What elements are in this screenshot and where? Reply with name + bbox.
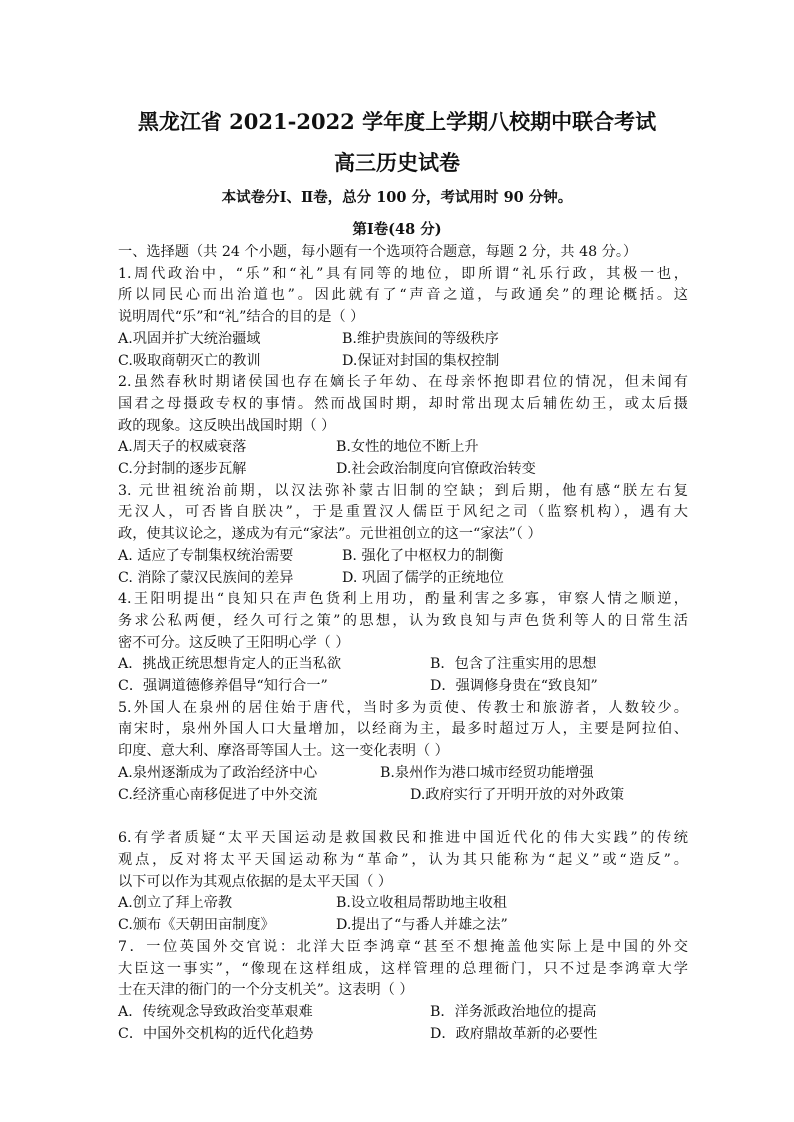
option-b: B．包含了注重实用的思想 (430, 656, 597, 673)
option-d: D．强调修身贵在“致良知” (430, 678, 598, 695)
option-a: A．传统观念导致政治变革艰难 (118, 1003, 313, 1020)
option-b: B.泉州作为港口城市经贸功能增强 (380, 764, 594, 781)
question-text-line: 士在天津的衙门的一个分支机关”。这表明（ ） (118, 982, 414, 999)
option-a: A. 适应了专制集权统治需要 (118, 547, 294, 564)
question-text-line: 5.外国人在泉州的居住始于唐代，当时多为贡使、传教士和旅游者，人数较少。 (118, 699, 688, 716)
exam-title: 黑龙江省 2021-2022 学年度上学期八校期中联合考试 (137, 109, 657, 134)
question-text-line: 印度、意大利、摩洛哥等国人士。这一变化表明（ ） (118, 743, 449, 760)
option-b: B. 强化了中枢权力的制衡 (342, 547, 504, 564)
question-4 (118, 589, 688, 698)
option-c: C.分封制的逐步瓦解 (118, 461, 247, 478)
section-intro: 一、选择题（共 24 个小题，每小题有一个选项符合题意，每题 2 分，共 48 分。） (118, 244, 638, 260)
option-d: D.政府实行了开明开放的对外政策 (410, 786, 625, 803)
blank-spacer (118, 806, 688, 828)
question-text-line: 以下可以作为其观点依据的是太平天国（ ） (118, 873, 393, 890)
option-a: A．挑战正统思想肯定人的正当私欲 (118, 656, 342, 673)
question-text-line: 国君之母摄政专权的事情。然而战国时期，却时常出现太后辅佐幼王，或太后摄 (118, 395, 688, 412)
question-2 (118, 372, 688, 481)
option-b: B.女性的地位不断上升 (336, 439, 479, 456)
question-text-line: 4.王阳明提出“良知只在声色货利上用功，酌量利害之多寡，审察人情之顺逆， (118, 591, 688, 608)
question-text-line: 务求公私两便，经久可行之策”的思想，认为致良知与声色货利等人的日常生活 (118, 612, 688, 629)
question-body (118, 242, 688, 1045)
question-text-line: 3. 元世祖统治前期，以汉法弥补蒙古旧制的空缺；到后期，他有感“朕左右复 (118, 482, 688, 499)
question-text-line: 2.虽然春秋时期诸侯国也存在嫡长子年幼、在母亲怀抱即君位的情况，但未闻有 (118, 374, 688, 391)
exam-note: 本试卷分Ⅰ、Ⅱ卷，总分 100 分，考试用时 90 分钟。 (221, 189, 573, 206)
exam-subtitle: 高三历史试卷 (334, 150, 460, 175)
question-text-line: 政，使其议论之，遂成为有元“家法”。元世祖创立的这一“家法”（ ） (118, 526, 542, 543)
option-d: D.提出了“与番人并雄之法” (336, 917, 508, 934)
question-text-line: 政的现象。这反映出战国时期（ ） (118, 417, 336, 434)
section-heading: 第Ⅰ卷(48 分) (352, 221, 442, 238)
question-text-line: 无汉人，可否皆自朕决”，于是重置汉人儒臣于风纪之司（监察机构），遇有大 (118, 504, 688, 521)
option-a: A.创立了拜上帝教 (118, 895, 233, 912)
option-a: A.巩固并扩大统治疆域 (118, 330, 261, 347)
option-c: C．强调道德修养倡导“知行合一” (118, 678, 328, 695)
option-d: D.保证对封国的集权控制 (342, 352, 500, 369)
question-text-line: 6.有学者质疑“太平天国运动是救国救民和推进中国近代化的伟大实践”的传统 (118, 830, 688, 847)
option-c: C.经济重心南移促进了中外交流 (118, 786, 318, 803)
option-a: A.泉州逐渐成为了政治经济中心 (118, 764, 318, 781)
question-7 (118, 937, 688, 1046)
question-6 (118, 828, 688, 937)
option-d: D．政府鼎故革新的必要性 (430, 1025, 598, 1042)
option-b: B.设立收租局帮助地主收租 (336, 895, 507, 912)
option-c: C．中国外交机构的近代化趋势 (118, 1025, 314, 1042)
option-b: B．洋务派政治地位的提高 (430, 1003, 597, 1020)
question-text-line: 南宋时，泉州外国人口大量增加，以经商为主，最多时超过万人，主要是阿拉伯、 (118, 721, 688, 738)
question-text-line: 所以同民心而出治道也”。因此就有了“声音之道，与政通矣”的理论概括。这 (118, 287, 688, 304)
option-d: D.社会政治制度向官僚政治转变 (336, 461, 536, 478)
question-text-line: 7．一位英国外交官说：北洋大臣李鸿章“甚至不想掩盖他实际上是中国的外交 (118, 938, 688, 955)
option-d: D. 巩固了儒学的正统地位 (342, 569, 504, 586)
option-c: C. 消除了蒙汉民族间的差异 (118, 569, 294, 586)
option-a: A.周天子的权威衰落 (118, 439, 247, 456)
option-b: B.维护贵族间的等级秩序 (342, 330, 499, 347)
question-text-line: 密不可分。这反映了王阳明心学（ ） (118, 634, 350, 651)
option-c: C.颁布《天朝田亩制度》 (118, 917, 275, 934)
question-text-line: 观点，反对将太平天国运动称为“革命”，认为其只能称为“起义”或“造反”。 (118, 851, 688, 868)
question-3 (118, 481, 688, 590)
option-c: C.吸取商朝灭亡的教训 (118, 352, 261, 369)
question-text-line: 1.周代政治中，“乐”和“礼”具有同等的地位，即所谓“礼乐行政，其极一也， (118, 265, 688, 282)
question-5 (118, 698, 688, 807)
question-text-line: 大臣这一事实”，“像现在这样组成，这样管理的总理衙门，只不过是李鸿章大学 (118, 960, 688, 977)
question-text-line: 说明周代“乐”和“礼”结合的目的是（ ） (118, 309, 365, 326)
question-1 (118, 264, 688, 373)
